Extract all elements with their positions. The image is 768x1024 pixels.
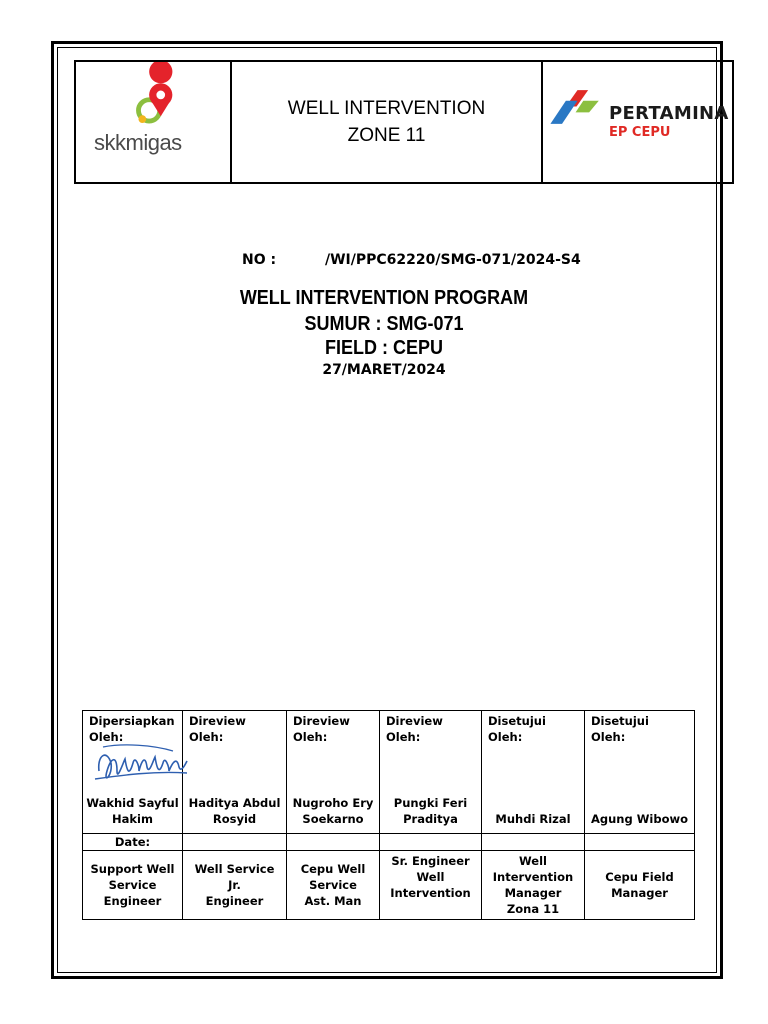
approval-heading: Oleh: — [488, 730, 523, 744]
role-line: Service — [108, 878, 157, 892]
pertamina-logo-name: PERTAMINA — [609, 103, 729, 124]
signer-name — [380, 795, 481, 827]
role-line: Intervention — [492, 870, 574, 884]
signer-name-line2: Rosyid — [212, 812, 257, 826]
role-line: Cepu Field — [605, 870, 674, 884]
date-cell — [380, 834, 482, 851]
approval-table — [82, 710, 695, 920]
approval-cell-prepared — [83, 711, 183, 834]
pertamina-logo-cell — [543, 62, 732, 182]
date-label: Date: — [114, 835, 151, 849]
signer-name-line2: Soekarno — [302, 812, 364, 826]
signer-name-line2: Hakim — [112, 812, 153, 826]
role-line: Engineer — [205, 894, 264, 908]
signer-name — [585, 811, 694, 827]
role-line: Sr. Engineer — [391, 854, 470, 868]
signer-name — [83, 795, 182, 827]
date-cell — [287, 834, 380, 851]
skkmigas-logo-icon — [76, 62, 230, 182]
approval-cell-approve-1 — [482, 711, 585, 834]
role-line: Intervention — [390, 886, 471, 900]
signer-name-line2: Praditya — [403, 812, 458, 826]
handwritten-signature-icon — [93, 741, 189, 791]
approval-heading: Oleh: — [386, 730, 421, 744]
role-line: Manager — [611, 886, 668, 900]
approval-cell-review-3 — [380, 711, 482, 834]
header-title-line2: ZONE 11 — [347, 125, 426, 146]
signer-name-line1: Agung Wibowo — [590, 812, 689, 826]
header-title-cell — [232, 62, 543, 182]
approval-cell-review-2 — [287, 711, 380, 834]
signer-name — [482, 811, 584, 827]
role-line: Well — [519, 854, 547, 868]
role-line: Support Well — [90, 862, 175, 876]
role-line: Well Service Jr. — [194, 862, 275, 892]
role-line: Well — [416, 870, 445, 884]
approval-row-roles — [83, 851, 695, 920]
role-cell — [183, 851, 287, 920]
signer-name — [287, 795, 379, 827]
field-title: FIELD : CEPU — [324, 337, 444, 359]
signer-name-line1: Haditya Abdul — [188, 796, 281, 810]
role-line: Cepu Well — [300, 862, 366, 876]
approval-heading: Oleh: — [293, 730, 328, 744]
role-cell — [83, 851, 183, 920]
approval-row-date — [83, 834, 695, 851]
role-line: Engineer — [103, 894, 162, 908]
role-cell — [287, 851, 380, 920]
role-cell — [585, 851, 695, 920]
doc-number-value: /WI/PPC62220/SMG-071/2024-S4 — [325, 252, 581, 268]
pertamina-logo-sub: EP CEPU — [609, 125, 671, 140]
role-cell — [380, 851, 482, 920]
approval-row-signatures — [83, 711, 695, 834]
approval-heading: Direview — [386, 714, 443, 728]
signer-name-line1: Pungki Feri — [393, 796, 468, 810]
approval-heading: Disetujui — [591, 714, 649, 728]
approval-heading: Oleh: — [591, 730, 626, 744]
date-cell — [482, 834, 585, 851]
header-table — [74, 60, 734, 184]
approval-heading: Direview — [189, 714, 246, 728]
program-title: WELL INTERVENTION PROGRAM — [239, 287, 529, 309]
approval-cell-approve-2 — [585, 711, 695, 834]
skkmigas-logo-cell — [76, 62, 232, 182]
role-cell — [482, 851, 585, 920]
approval-heading: Dipersiapkan — [89, 714, 175, 728]
header-title-line1: WELL INTERVENTION — [287, 98, 486, 119]
date-cell — [585, 834, 695, 851]
approval-cell-review-1 — [183, 711, 287, 834]
document-date: 27/MARET/2024 — [322, 362, 446, 378]
approval-heading: Oleh: — [189, 730, 224, 744]
role-line: Service — [309, 878, 357, 892]
date-label-cell — [83, 834, 183, 851]
approval-heading: Direview — [293, 714, 350, 728]
sumur-title: SUMUR : SMG-071 — [304, 313, 464, 335]
signer-name-line1: Wakhid Sayful — [86, 796, 179, 810]
role-line: Ast. Man — [304, 894, 362, 908]
approval-heading: Oleh: — [89, 730, 124, 744]
signer-name-line1: Nugroho Ery — [292, 796, 374, 810]
skkmigas-logo-text: skkmigas — [94, 130, 182, 155]
approval-heading: Disetujui — [488, 714, 546, 728]
role-line: Zona 11 — [506, 902, 560, 916]
role-line: Manager — [504, 886, 562, 900]
doc-number-label: NO : — [242, 252, 277, 268]
signer-name — [183, 795, 286, 827]
signer-name-line1: Muhdi Rizal — [495, 812, 571, 826]
date-cell — [183, 834, 287, 851]
